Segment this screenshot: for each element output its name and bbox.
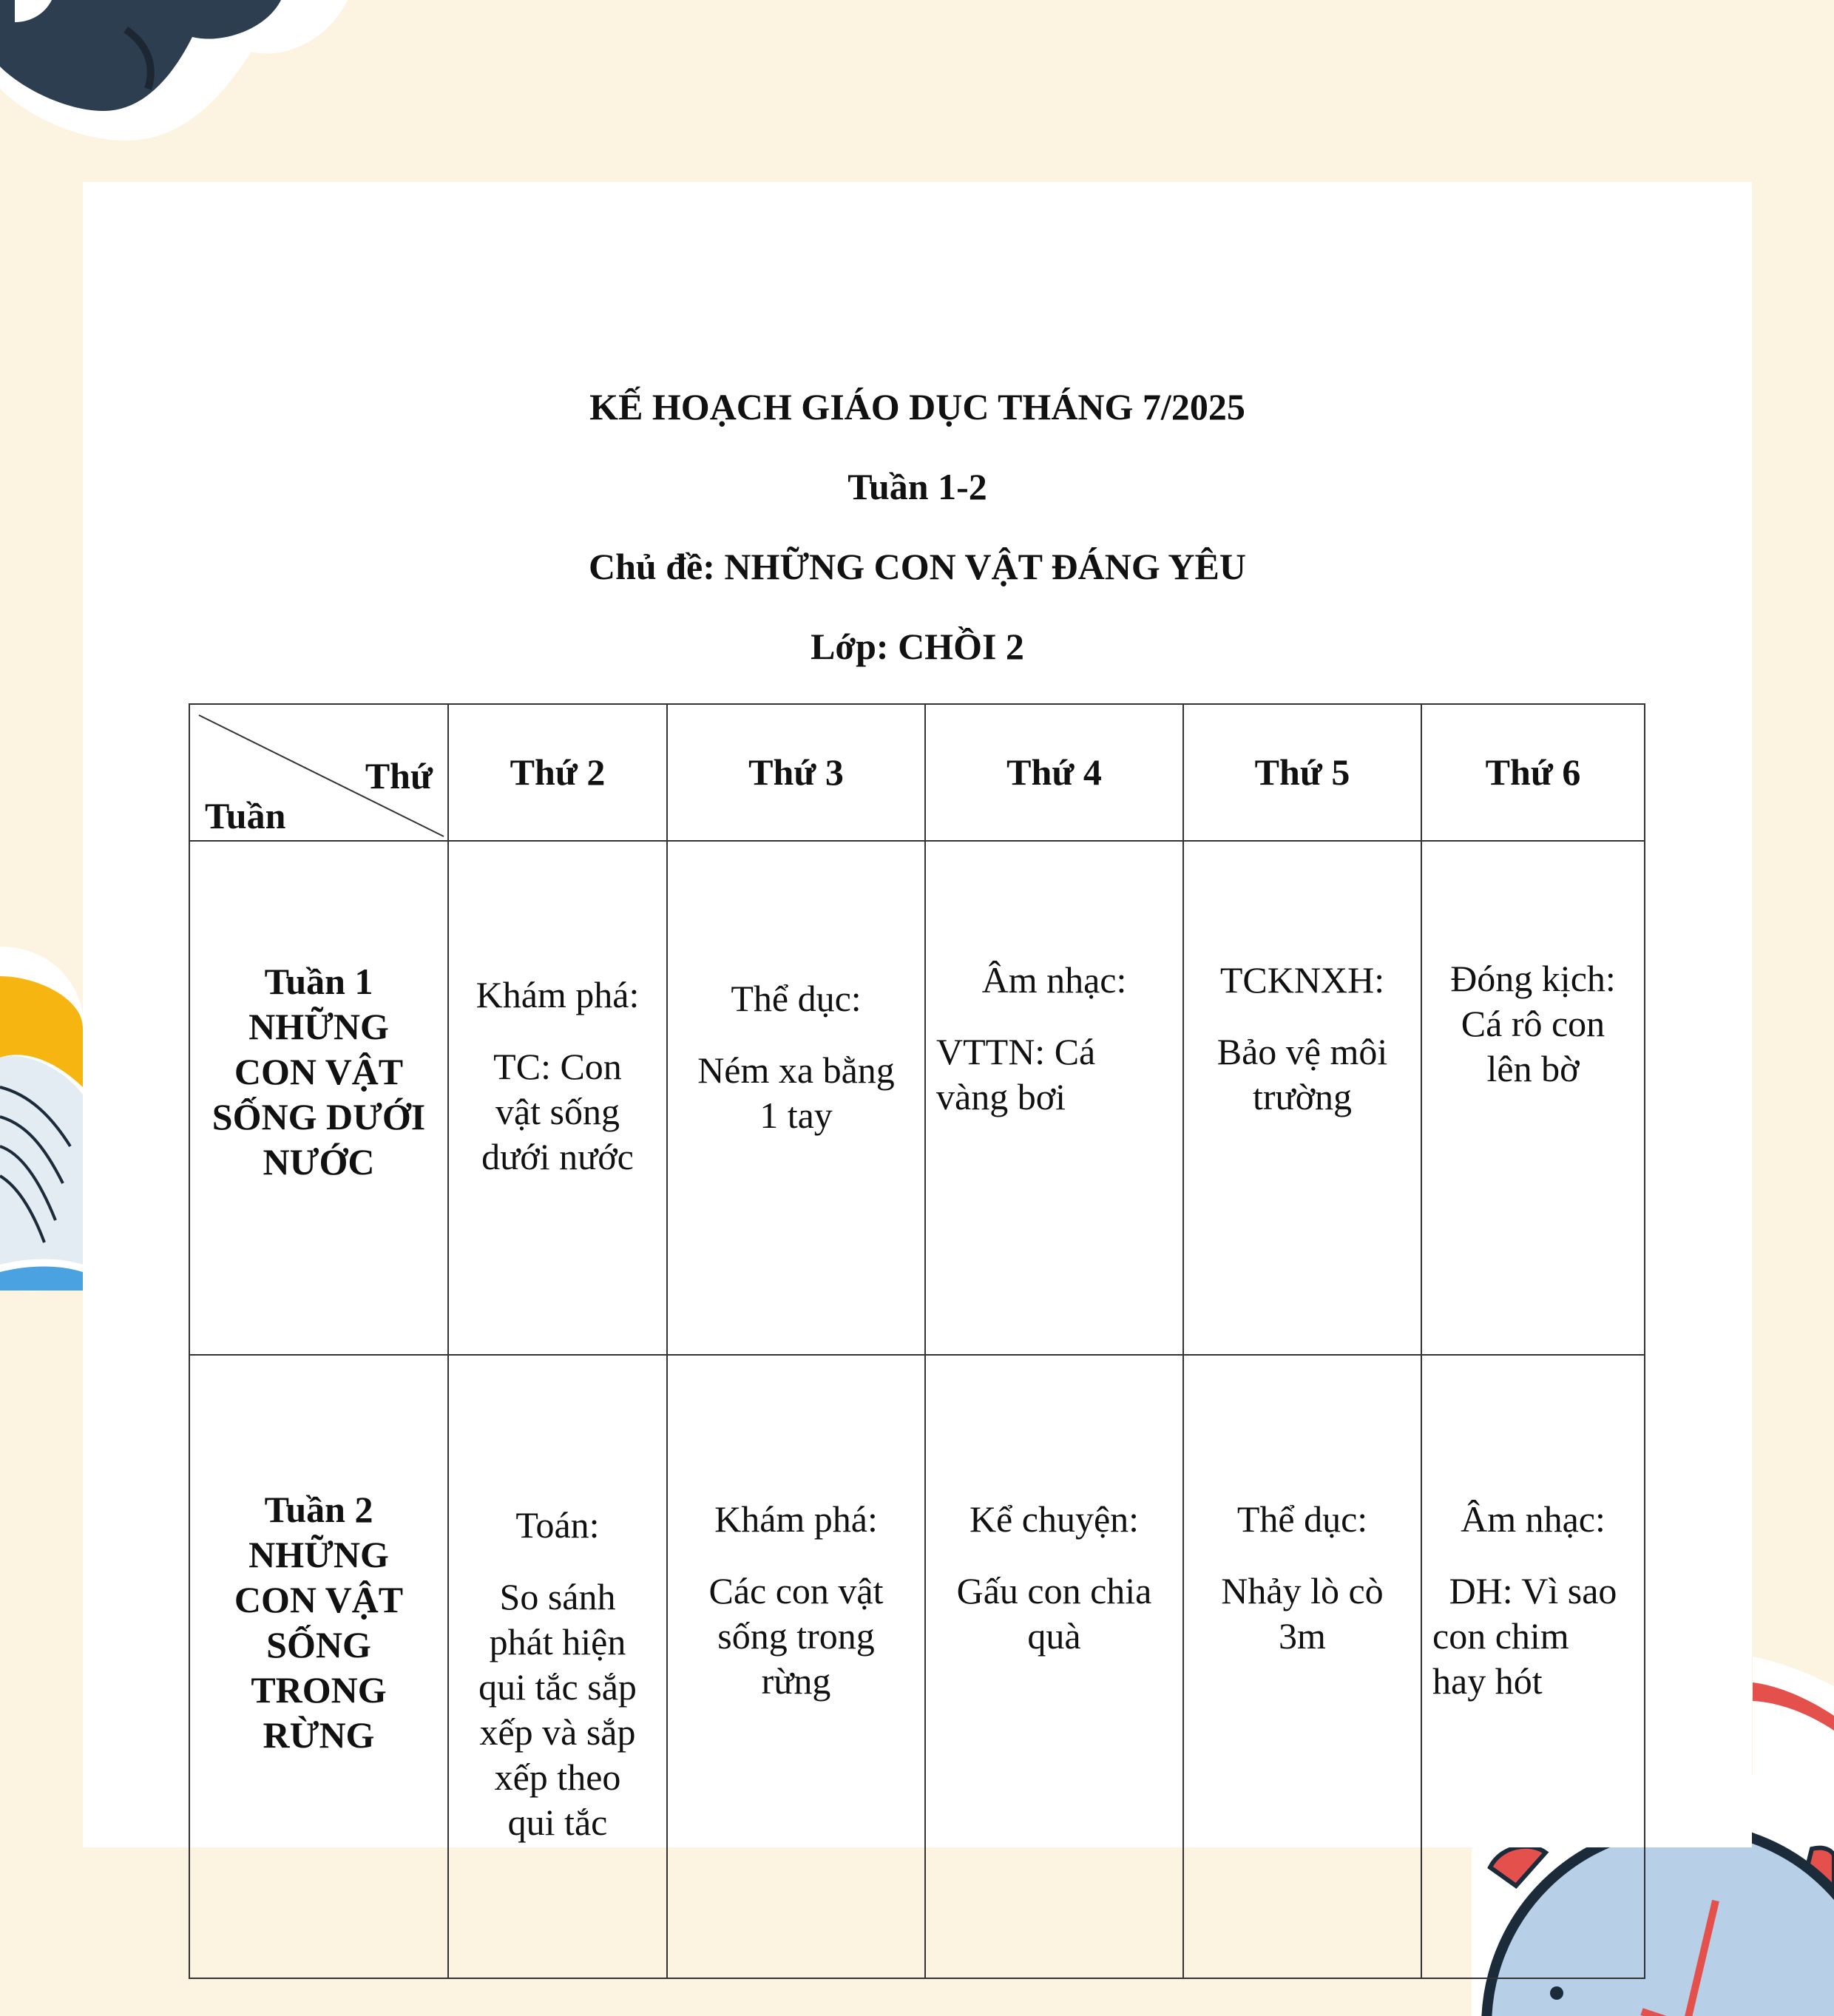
day-header: Thứ 3 <box>667 704 925 841</box>
glasses-sticker <box>0 0 348 148</box>
day-header: Thứ 4 <box>925 704 1183 841</box>
class-name: Lớp: CHỒI 2 <box>811 626 1024 667</box>
corner-week-label: Tuần <box>205 795 286 836</box>
subject-label: Thể dục: <box>731 978 862 1019</box>
subject-label: Khám phá: <box>476 973 640 1015</box>
week-label-cell: Tuần 2 NHỮNG CON VẬT SỐNG TRONG RỪNG <box>189 1355 448 1978</box>
activity-cell: Kể chuyện: Gấu con chia quà <box>925 1355 1183 1978</box>
weeks-range: Tuần 1-2 <box>847 466 987 507</box>
week-label-cell: Tuần 1 NHỮNG CON VẬT SỐNG DƯỚI NƯỚC <box>189 841 448 1355</box>
activity-cell: Thể dục: Nhảy lò cò 3m <box>1183 1355 1421 1978</box>
subject-label: Âm nhạc: <box>981 959 1127 1001</box>
subject-label: Âm nhạc: <box>1461 1498 1605 1540</box>
day-header: Thứ 2 <box>448 704 667 841</box>
activity-cell: Toán: So sánh phát hiện qui tắc sắp xếp và sắp xếp theo qui tắc <box>448 1355 667 1978</box>
subject-label: Toán: <box>515 1504 600 1546</box>
activity-cell: Thể dục: Ném xa bằng 1 tay <box>667 841 925 1355</box>
open-book-sticker <box>0 947 85 1294</box>
day-header: Thứ 5 <box>1183 704 1421 841</box>
document-title: KẾ HOẠCH GIÁO DỤC THÁNG 7/2025 <box>589 386 1245 427</box>
activity-cell: TCKNXH: Bảo vệ môi trường <box>1183 841 1421 1355</box>
activity-cell: Khám phá: TC: Con vật sống dưới nước <box>448 841 667 1355</box>
day-header: Thứ 6 <box>1421 704 1645 841</box>
schedule-table <box>189 703 1645 1979</box>
activity-cell: Đóng kịch: Cá rô con lên bờ <box>1421 841 1645 1355</box>
subject-label: Kể chuyện: <box>969 1498 1140 1540</box>
week-1-row <box>189 841 1645 1355</box>
subject-label: Khám phá: <box>714 1498 878 1540</box>
week-2-row <box>189 1355 1645 1978</box>
corner-day-label: Thứ <box>365 755 433 796</box>
subject-label: TCKNXH: <box>1219 959 1385 1001</box>
theme-title: Chủ đề: NHỮNG CON VẬT ĐÁNG YÊU <box>589 546 1246 587</box>
activity-cell: Âm nhạc: VTTN: Cá vàng bơi <box>925 841 1183 1355</box>
activity-cell: Khám phá: Các con vật sống trong rừng <box>667 1355 925 1978</box>
subject-label: Đóng kịch: <box>1450 958 1616 999</box>
document-page <box>83 182 1752 1847</box>
corner-cell <box>189 704 448 841</box>
header-row <box>189 704 1645 841</box>
activity-cell: Âm nhạc: DH: Vì sao con chim hay hót <box>1421 1355 1645 1978</box>
subject-label: Thể dục: <box>1236 1498 1368 1540</box>
